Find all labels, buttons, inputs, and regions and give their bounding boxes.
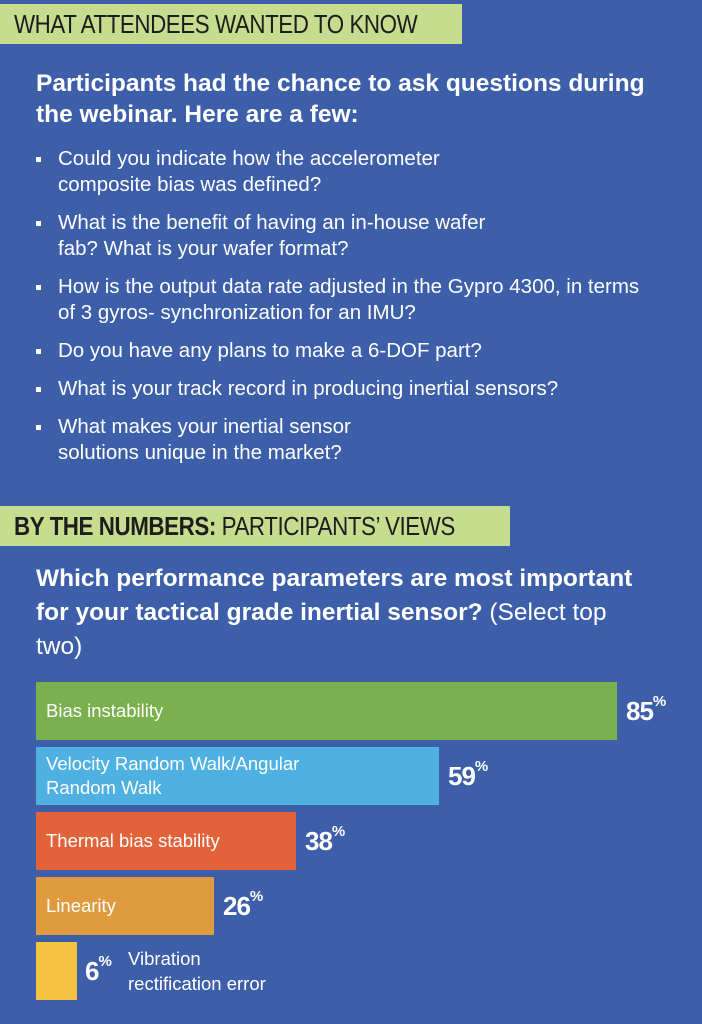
question-text: Do you have any plans to make a 6-DOF part? [58,339,482,362]
question-item [36,274,676,326]
question-item [36,338,676,364]
question-text: What makes your inertial sensor solutions unique in the market? [58,415,351,464]
section-header-rest: PARTICIPANTS’ VIEWS [215,510,455,541]
bar-label: Linearity [46,895,116,916]
bullet-icon [36,349,41,354]
bar-5 [36,942,77,1000]
poll-question-rest: (Select top two) [36,599,607,660]
intro-text: Participants had the chance to ask questions during the webinar. Here are a few: [36,70,645,128]
question-text: What is the benefit of having an in-house wafer fab? What is your wafer format? [58,211,486,260]
bar-label: Velocity Random Walk/Angular Random Walk [46,753,300,798]
bar-value-label: 26% [223,888,264,921]
question-item [36,146,676,198]
question-text: What is your track record in producing inertial sensors? [58,377,559,400]
bar-label: Vibration rectification error [128,948,266,994]
bullet-icon [36,285,41,290]
bullet-icon [36,221,41,226]
poll-question [36,562,656,664]
question-item [36,376,676,402]
questions-list [36,146,676,478]
question-text: How is the output data rate adjusted in the Gypro 4300, in terms of 3 gyros- synchronization for an IMU? [58,275,640,324]
bullet-icon [36,157,41,162]
bar-3 [36,812,296,870]
bar-value-label: 38% [305,823,346,856]
section-header-numbers [0,506,510,546]
poll-question-bold: Which performance parameters are most important for your tactical grade inertial sensor? [36,565,633,626]
section-header-label: WHAT ATTENDEES WANTED TO KNOW [14,8,418,39]
bar-label: Bias instability [46,700,164,721]
section-header-attendees [0,4,462,44]
bar-2 [36,747,439,805]
bar-label: Thermal bias stability [46,830,220,851]
bar-value-label: 6% [85,953,112,986]
bar-value-label: 59% [448,758,489,791]
bullet-icon [36,425,41,430]
question-item [36,210,676,262]
bar-1 [36,682,617,740]
bullet-icon [36,387,41,392]
section-header-bold: BY THE NUMBERS: [14,510,216,541]
bar-4 [36,877,214,935]
question-text: Could you indicate how the accelerometer composite bias was defined? [58,147,440,196]
bar-value-label: 85% [626,693,667,726]
question-item [36,414,676,466]
